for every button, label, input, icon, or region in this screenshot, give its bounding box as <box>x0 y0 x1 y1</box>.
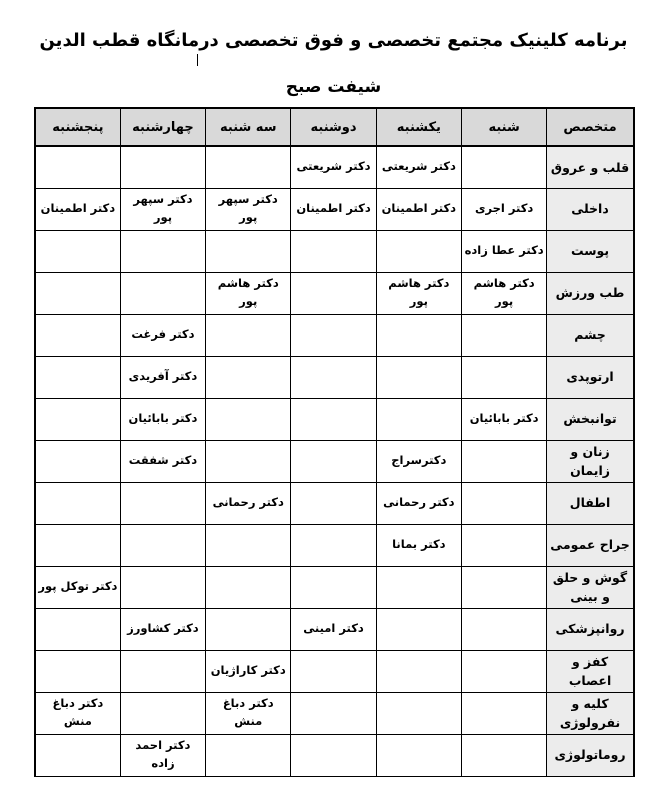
doctor-cell-tuesday <box>206 314 291 356</box>
document-title: برنامه کلینیک مجتمع تخصصی و فوق تخصصی درمانگاه قطب الدین <box>39 30 628 51</box>
doctor-cell-thursday <box>35 314 120 356</box>
doctor-cell-sunday: دکترسراج <box>376 440 461 482</box>
doctor-cell-monday <box>291 272 376 314</box>
doctor-cell-saturday: دکتر اجری <box>461 188 546 230</box>
doctor-cell-tuesday: دکتر رحمانی <box>206 482 291 524</box>
doctor-cell-saturday <box>461 356 546 398</box>
doctor-cell-sunday <box>376 692 461 734</box>
doctor-cell-sunday: دکتر اطمینان <box>376 188 461 230</box>
doctor-cell-monday <box>291 734 376 776</box>
header-row <box>35 108 634 146</box>
doctor-cell-saturday <box>461 440 546 482</box>
specialty-cell: گوش و حلق و بینی <box>547 566 634 608</box>
doctor-cell-wednesday <box>120 146 205 188</box>
doctor-cell-monday <box>291 356 376 398</box>
doctor-cell-thursday <box>35 482 120 524</box>
specialty-cell: چشم <box>547 314 634 356</box>
specialty-cell: ارتوپدی <box>547 356 634 398</box>
specialty-cell: کلیه و نفرولوژی <box>547 692 634 734</box>
doctor-cell-sunday: دکتر هاشم پور <box>376 272 461 314</box>
doctor-cell-thursday: دکتر اطمینان <box>35 188 120 230</box>
doctor-cell-saturday: دکتر هاشم پور <box>461 272 546 314</box>
doctor-cell-sunday: دکتر بمانا <box>376 524 461 566</box>
doctor-cell-monday <box>291 230 376 272</box>
doctor-cell-tuesday <box>206 230 291 272</box>
doctor-cell-saturday <box>461 692 546 734</box>
doctor-cell-sunday <box>376 650 461 692</box>
doctor-cell-monday <box>291 482 376 524</box>
doctor-cell-wednesday: دکتر احمد زاده <box>120 734 205 776</box>
table-row <box>35 650 634 692</box>
doctor-cell-monday: دکتر شریعتی <box>291 146 376 188</box>
doctor-cell-saturday <box>461 608 546 650</box>
doctor-cell-sunday: دکتر رحمانی <box>376 482 461 524</box>
doctor-cell-wednesday <box>120 692 205 734</box>
doctor-cell-wednesday: دکتر کشاورز <box>120 608 205 650</box>
doctor-cell-saturday <box>461 524 546 566</box>
shift-label: شیفت صبح <box>285 77 382 97</box>
doctor-cell-wednesday: دکتر آفریدی <box>120 356 205 398</box>
doctor-cell-tuesday <box>206 146 291 188</box>
doctor-cell-wednesday: دکتر شفقت <box>120 440 205 482</box>
doctor-cell-thursday <box>35 608 120 650</box>
table-row <box>35 356 634 398</box>
table-row <box>35 398 634 440</box>
doctor-cell-saturday: دکتر عطا زاده <box>461 230 546 272</box>
table-row <box>35 734 634 776</box>
doctor-cell-saturday <box>461 314 546 356</box>
specialty-cell: پوست <box>547 230 634 272</box>
doctor-cell-thursday <box>35 356 120 398</box>
doctor-cell-thursday <box>35 146 120 188</box>
doctor-cell-tuesday: دکتر سپهر پور <box>206 188 291 230</box>
doctor-cell-tuesday: دکتر هاشم پور <box>206 272 291 314</box>
specialty-cell: کفز و اعصاب <box>547 650 634 692</box>
table-row <box>35 314 634 356</box>
doctor-cell-tuesday: دکتر کاراژیان <box>206 650 291 692</box>
table-row <box>35 272 634 314</box>
doctor-cell-wednesday <box>120 566 205 608</box>
doctor-cell-wednesday <box>120 524 205 566</box>
doctor-cell-saturday <box>461 566 546 608</box>
doctor-cell-saturday <box>461 146 546 188</box>
doctor-cell-sunday <box>376 734 461 776</box>
doctor-cell-thursday <box>35 650 120 692</box>
header-cell-specialist: متخصص <box>547 108 634 146</box>
doctor-cell-sunday <box>376 314 461 356</box>
header-cell-sunday: یکشنبه <box>376 108 461 146</box>
specialty-cell: اطفال <box>547 482 634 524</box>
specialty-cell: توانبخش <box>547 398 634 440</box>
doctor-cell-tuesday <box>206 566 291 608</box>
specialty-cell: روانپزشکی <box>547 608 634 650</box>
doctor-cell-sunday <box>376 398 461 440</box>
doctor-cell-tuesday <box>206 734 291 776</box>
doctor-cell-sunday <box>376 566 461 608</box>
schedule-body <box>35 146 634 776</box>
specialty-cell: روماتولوژی <box>547 734 634 776</box>
doctor-cell-tuesday <box>206 398 291 440</box>
doctor-cell-sunday: دکتر شریعتی <box>376 146 461 188</box>
doctor-cell-monday: دکتر امینی <box>291 608 376 650</box>
doctor-cell-tuesday <box>206 356 291 398</box>
doctor-cell-wednesday: دکتر سپهر پور <box>120 188 205 230</box>
table-row <box>35 188 634 230</box>
header-cell-thursday: پنجشنبه <box>35 108 120 146</box>
table-row <box>35 524 634 566</box>
schedule-table <box>34 107 635 777</box>
doctor-cell-tuesday: دکتر دباغ منش <box>206 692 291 734</box>
specialty-cell: داخلی <box>547 188 634 230</box>
doctor-cell-saturday <box>461 650 546 692</box>
doctor-cell-monday <box>291 440 376 482</box>
table-row <box>35 608 634 650</box>
doctor-cell-wednesday: دکتر فرغت <box>120 314 205 356</box>
doctor-cell-thursday <box>35 230 120 272</box>
header-cell-monday: دوشنبه <box>291 108 376 146</box>
doctor-cell-thursday <box>35 524 120 566</box>
table-row <box>35 482 634 524</box>
doctor-cell-tuesday <box>206 440 291 482</box>
table-row <box>35 692 634 734</box>
doctor-cell-thursday: دکتر توکل پور <box>35 566 120 608</box>
specialty-cell: جراح عمومی <box>547 524 634 566</box>
doctor-cell-wednesday <box>120 650 205 692</box>
doctor-cell-sunday <box>376 356 461 398</box>
doctor-cell-wednesday: دکتر بابائیان <box>120 398 205 440</box>
specialty-cell: قلب و عروق <box>547 146 634 188</box>
doctor-cell-monday: دکتر اطمینان <box>291 188 376 230</box>
doctor-cell-monday <box>291 524 376 566</box>
doctor-cell-monday <box>291 692 376 734</box>
doctor-cell-wednesday <box>120 482 205 524</box>
doctor-cell-wednesday <box>120 230 205 272</box>
header-cell-saturday: شنبه <box>461 108 546 146</box>
table-row <box>35 440 634 482</box>
doctor-cell-thursday <box>35 734 120 776</box>
table-row <box>35 566 634 608</box>
doctor-cell-monday <box>291 314 376 356</box>
specialty-cell: زنان و زایمان <box>547 440 634 482</box>
doctor-cell-thursday <box>35 440 120 482</box>
doctor-cell-thursday: دکتر دباغ منش <box>35 692 120 734</box>
doctor-cell-wednesday <box>120 272 205 314</box>
doctor-cell-saturday: دکتر بابائیان <box>461 398 546 440</box>
doctor-cell-monday <box>291 566 376 608</box>
doctor-cell-thursday <box>35 398 120 440</box>
specialty-cell: طب ورزش <box>547 272 634 314</box>
doctor-cell-sunday <box>376 608 461 650</box>
doctor-cell-sunday <box>376 230 461 272</box>
doctor-cell-monday <box>291 650 376 692</box>
stray-mark <box>197 54 198 66</box>
doctor-cell-saturday <box>461 734 546 776</box>
doctor-cell-tuesday <box>206 608 291 650</box>
doctor-cell-tuesday <box>206 524 291 566</box>
doctor-cell-monday <box>291 398 376 440</box>
header-cell-tuesday: سه شنبه <box>206 108 291 146</box>
doctor-cell-saturday <box>461 482 546 524</box>
header-cell-wednesday: چهارشنبه <box>120 108 205 146</box>
table-row <box>35 146 634 188</box>
table-row <box>35 230 634 272</box>
doctor-cell-thursday <box>35 272 120 314</box>
